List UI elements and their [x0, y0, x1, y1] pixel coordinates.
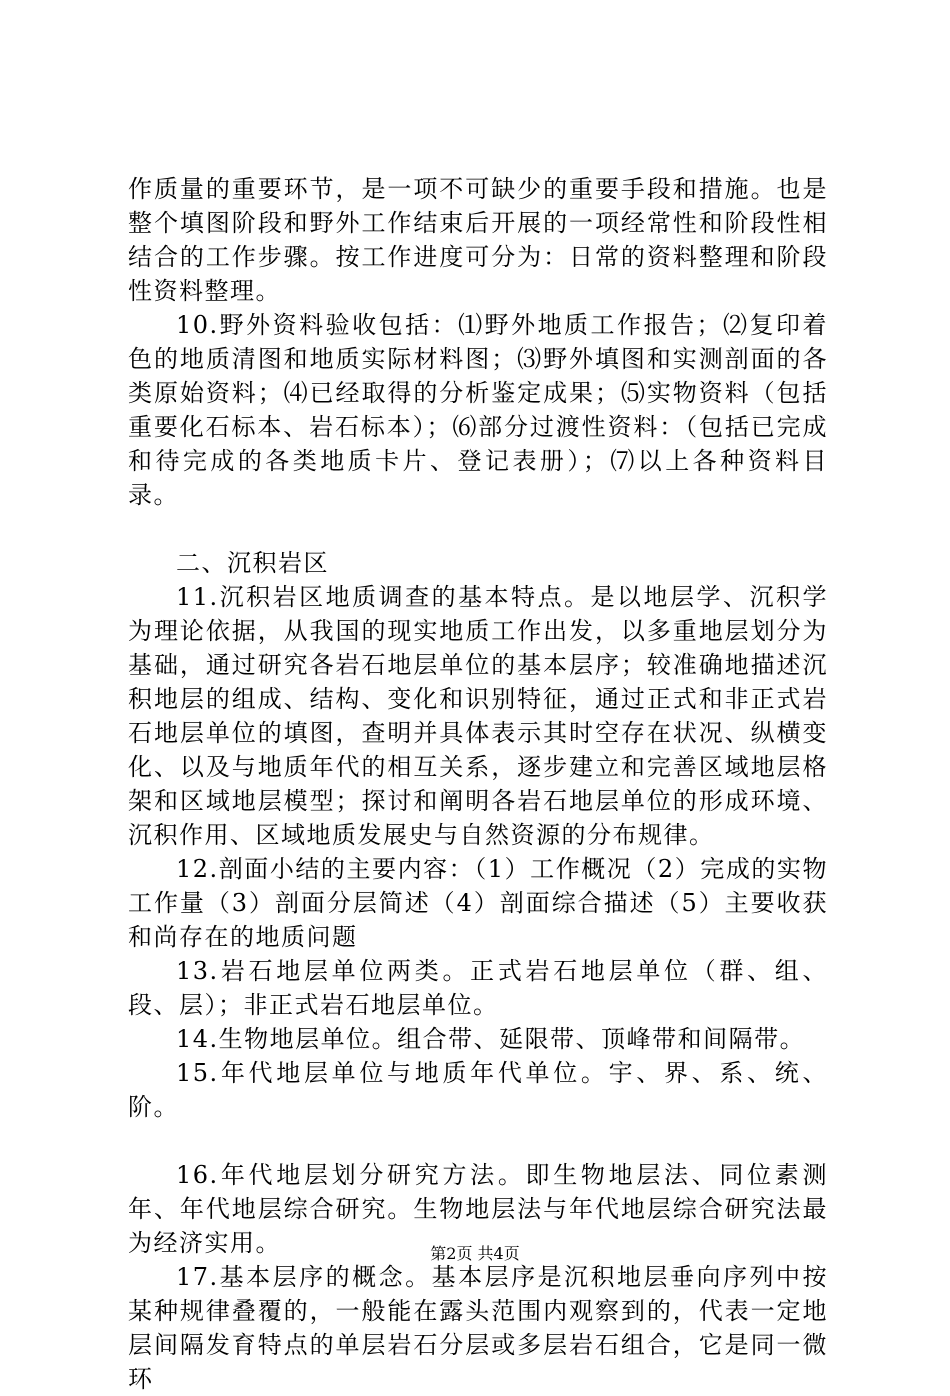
paragraph: 13.岩石地层单位两类。正式岩石地层单位（群、组、段、层）；非正式岩石地层单位。 — [128, 957, 828, 1019]
paragraph-spacer — [128, 1124, 828, 1158]
paragraph: 15.年代地层单位与地质年代单位。宇、界、系、统、阶。 — [128, 1059, 828, 1121]
paragraph: 17.基本层序的概念。基本层序是沉积地层垂向序列中按某种规律叠覆的，一般能在露头范围内观察到的，代表一定地层间隔发育特点的单层岩石分层或多层岩石组合，它是同一微环 — [128, 1263, 828, 1393]
paragraph: 16.年代地层划分研究方法。即生物地层法、同位素测年、年代地层综合研究。生物地层法与年代地层综合研究法最为经济实用。 — [128, 1161, 828, 1257]
body-text — [128, 172, 828, 1396]
paragraph: 14.生物地层单位。组合带、延限带、顶峰带和间隔带。 — [176, 1025, 806, 1053]
paragraph: 11.沉积岩区地质调查的基本特点。是以地层学、沉积学为理论依据，从我国的现实地质工作出发，以多重地层划分为基础，通过研究各岩石地层单位的基本层序；较准确地描述沉积地层的组成、结构、变化和识别特征，通过正式和非正式岩石地层单位的填图，查明并具体表示其时空存在状况、纵横变化、以及与地质年代的相互关系，逐步建立和完善区域地层格架和区域地层模型；探讨和阐明各岩石地层单位的形成环境、沉积作用、区域地质发展史与自然资源的分布规律。 — [128, 583, 828, 849]
paragraph-spacer — [128, 512, 828, 546]
paragraph: 12.剖面小结的主要内容：（1）工作概况（2）完成的实物工作量（3）剖面分层简述（4）剖面综合描述（5）主要收获和尚存在的地质问题 — [128, 855, 828, 951]
paragraph: 作质量的重要环节，是一项不可缺少的重要手段和措施。也是整个填图阶段和野外工作结束后开展的一项经常性和阶段性相结合的工作步骤。按工作进度可分为：日常的资料整理和阶段性资料整理。 — [128, 175, 828, 305]
page-footer: 第2页 共4页 — [430, 1244, 520, 1263]
paragraph: 二、沉积岩区 — [176, 549, 329, 577]
paragraph: 10.野外资料验收包括：⑴野外地质工作报告；⑵复印着色的地质清图和地质实际材料图；⑶野外填图和实测剖面的各类原始资料；⑷已经取得的分析鉴定成果；⑸实物资料（包括重要化石标本、岩石标本）；⑹部分过渡性资料：（包括已完成和待完成的各类地质卡片、登记表册）；⑺以上各种资料目录。 — [128, 311, 828, 509]
